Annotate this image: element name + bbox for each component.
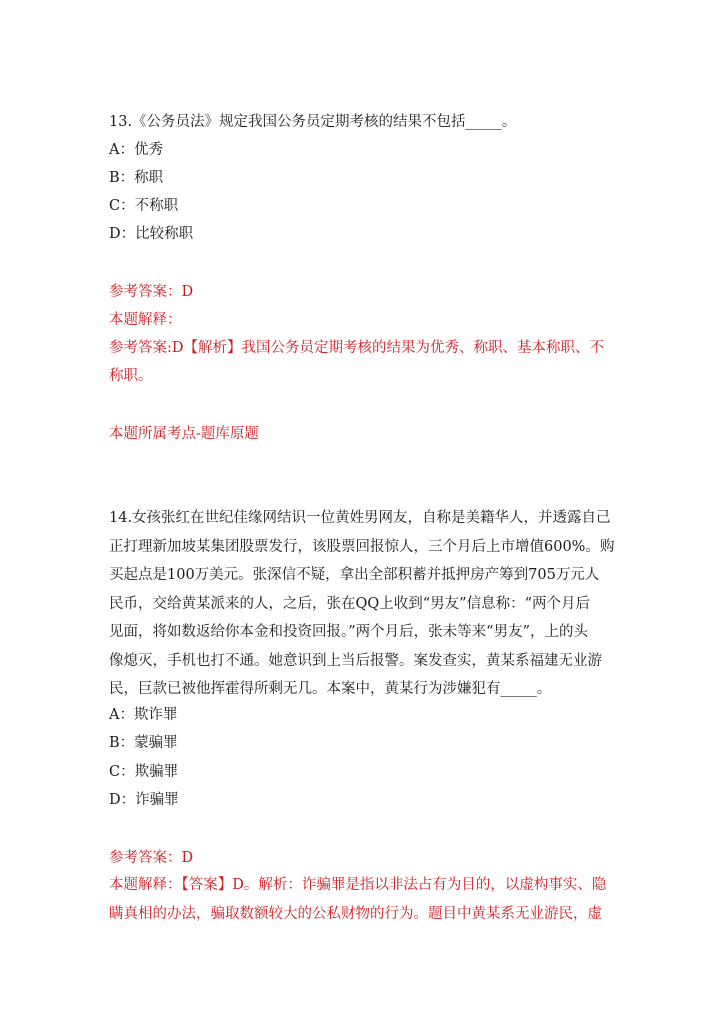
q13-answer: 参考答案：D	[109, 284, 194, 300]
q13-option-a: A：优秀	[109, 142, 163, 158]
q13-option-d: D：比较称职	[109, 226, 194, 242]
question-14-text	[109, 504, 615, 704]
q14-line-6: 像熄灭，手机也打不通。她意识到上当后报警。案发查实，黄某系福建无业游	[109, 652, 602, 669]
q13-topic: 本题所属考点-题库原题	[109, 426, 259, 442]
q14-option-a: A：欺诈罪	[109, 707, 178, 723]
q13-option-b: B：称职	[109, 170, 164, 186]
q14-line-5: 见面，将如数返给你本金和投资回报。”两个月后，张未等来“男友”，上的头	[109, 624, 588, 640]
question-13-text: 13.《公务员法》规定我国公务员定期考核的结果不包括_____。	[109, 114, 517, 130]
q14-explain-line-2: 瞒真相的办法，骗取数额较大的公私财物的行为。题目中黄某系无业游民，虚	[109, 905, 602, 922]
q14-line-1: 14.女孩张红在世纪佳缘网结识一位黄姓男网友，自称是美籍华人，并透露自己	[109, 510, 611, 526]
q14-line-3: 买起点是100万美元。张深信不疑，拿出全部积蓄并抵押房产筹到705万元人	[109, 567, 600, 583]
q13-explain-label: 本题解释：	[109, 312, 182, 328]
q14-answer: 参考答案：D	[109, 850, 194, 866]
q13-option-c: C：不称职	[109, 198, 179, 214]
q13-explain-line-1: 参考答案:D【解析】我国公务员定期考核的结果为优秀、称职、基本称职、不	[109, 340, 605, 356]
q14-line-7: 民，巨款已被他挥霍得所剩无几。本案中，黄某行为涉嫌犯有_____。	[109, 681, 552, 697]
q14-option-c: C：欺骗罪	[109, 764, 179, 780]
q14-option-b: B：蒙骗罪	[109, 735, 178, 751]
q14-explain-line-1: 本题解释：【答案】D。解析：诈骗罪是指以非法占有为目的，以虚构事实、隐	[109, 877, 607, 893]
q13-explain-line-2: 称职。	[109, 368, 153, 384]
q14-line-2: 正打理新加坡某集团股票发行，该股票回报惊人，三个月后上市增值600%。购	[109, 538, 615, 555]
q14-line-4: 民币，交给黄某派来的人，之后，张在QQ上收到“男友”信息称：“两个月后	[109, 595, 591, 612]
q14-explanation	[109, 871, 611, 928]
q14-option-d: D：诈骗罪	[109, 792, 179, 808]
